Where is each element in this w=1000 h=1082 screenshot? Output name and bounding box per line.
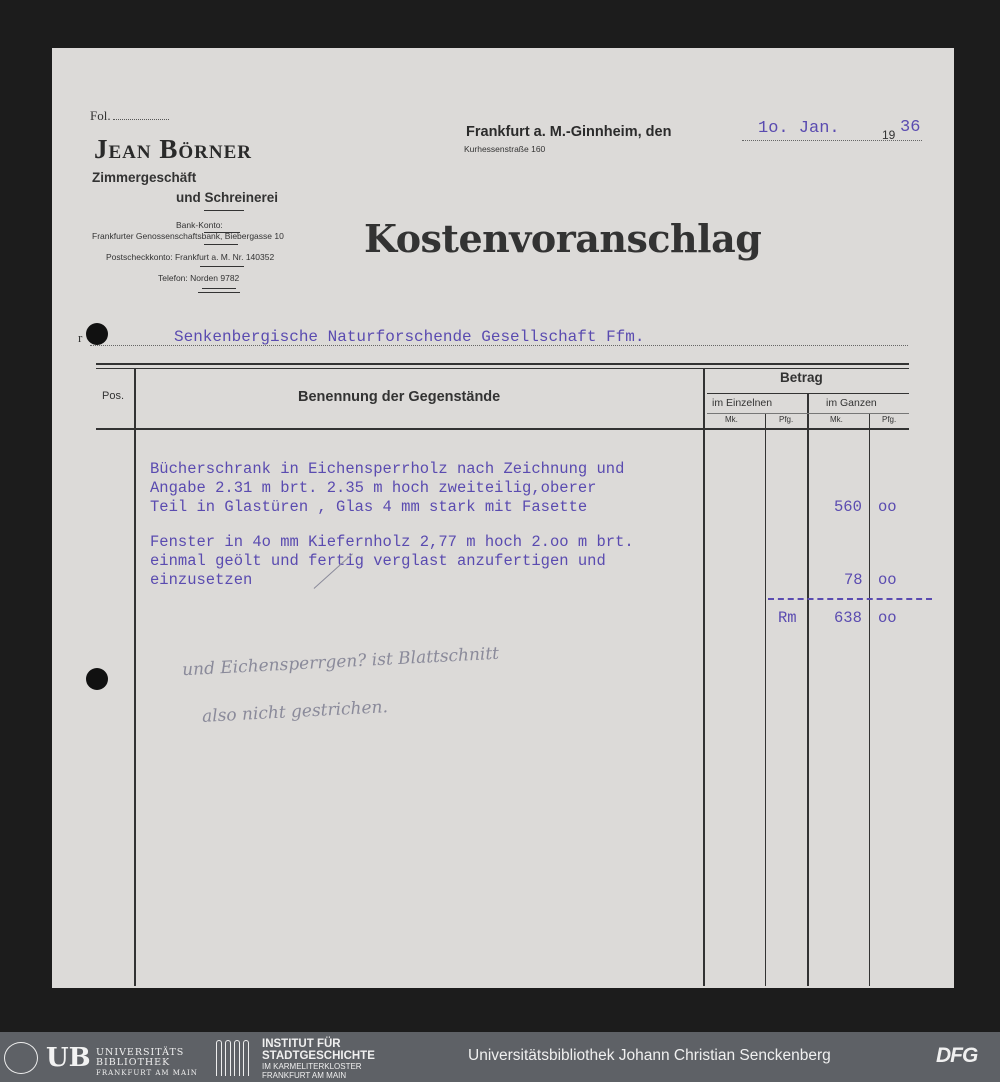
total-separator — [768, 598, 932, 600]
pencil-note-2: also nicht gestrichen. — [201, 697, 389, 727]
bank-info: Frankfurter Genossenschaftsbank, Biebergasse 10 — [92, 231, 284, 241]
item-1-line-3: Teil in Glastüren , Glas 4 mm stark mit Fasette — [150, 498, 588, 516]
recipient-prefix: r — [78, 330, 83, 345]
ganzen-header: im Ganzen — [826, 397, 877, 409]
document-title: Kostenvoranschlag — [364, 216, 762, 261]
underline — [202, 288, 236, 289]
item-2-pfg: oo — [878, 571, 897, 589]
year-prefix: 19 — [882, 128, 896, 142]
bank-label: Bank-Konto: — [176, 220, 223, 230]
company-subtitle-1: Zimmergeschäft — [92, 170, 197, 185]
total-currency: Rm — [778, 609, 797, 627]
mk-header-1: Mk. — [725, 415, 738, 424]
punch-hole-top — [86, 323, 108, 345]
underline — [204, 210, 244, 211]
date-value: 1o. Jan. — [758, 119, 840, 138]
mk-header-2: Mk. — [830, 415, 843, 424]
year-suffix: 36 — [900, 118, 921, 137]
document-sheet — [52, 48, 954, 988]
pfg1-column-rule — [765, 413, 766, 986]
footer-library-name: Universitätsbibliothek Johann Christian Senckenberg — [468, 1047, 831, 1064]
ub-logo-icon: UB — [46, 1043, 91, 1073]
pfg-header-1: Pfg. — [779, 415, 794, 424]
item-2-line-3: einzusetzen — [150, 571, 253, 589]
item-2-line-1: Fenster in 4o mm Kiefernholz 2,77 m hoch 2.oo m brt. — [150, 533, 634, 551]
recipient-name: Senkenbergische Naturforschende Gesellschaft Ffm. — [174, 328, 645, 346]
underline — [198, 292, 240, 293]
einzelnen-header: im Einzelnen — [712, 397, 773, 409]
unit-header-rule — [707, 413, 909, 414]
table-top-rule-thin — [96, 368, 909, 369]
pos-column-rule — [134, 368, 136, 986]
fol-label: Fol. — [90, 108, 169, 124]
dfg-logo-icon: DFG — [936, 1044, 978, 1067]
ub-text: UNIVERSITÄTS BIBLIOTHEK FRANKFURT AM MAIN — [96, 1047, 198, 1077]
company-name: Jean Börner — [94, 134, 252, 164]
betrag-column-rule — [703, 368, 705, 986]
punch-hole-bottom — [86, 668, 108, 690]
telefon-info: Telefon: Norden 9782 — [158, 273, 240, 283]
item-1-line-1: Bücherschrank in Eichensperrholz nach Zeichnung und — [150, 460, 625, 478]
underline — [204, 244, 238, 245]
seal-icon — [4, 1042, 38, 1074]
pos-header: Pos. — [102, 390, 125, 402]
table-top-rule — [96, 363, 909, 365]
pfg2-column-rule — [869, 413, 870, 986]
benennung-header: Benennung der Gegenstände — [298, 389, 501, 405]
place-label: Frankfurt a. M.-Ginnheim, den — [466, 124, 672, 140]
underline — [200, 266, 244, 267]
ganzen-column-rule — [807, 393, 809, 986]
item-1-mk: 560 — [834, 498, 862, 516]
item-2-mk: 78 — [844, 571, 863, 589]
header-bottom-rule — [96, 428, 909, 430]
company-subtitle-2: und Schreinerei — [176, 190, 279, 205]
pencil-note-1: und Eichensperrgen? ist Blattschnitt — [181, 643, 500, 681]
pfg-header-2: Pfg. — [882, 415, 897, 424]
total-mk: 638 — [834, 609, 862, 627]
item-2-line-2: einmal geölt und fertig verglast anzufertigen und — [150, 552, 606, 570]
betrag-header: Betrag — [780, 370, 823, 385]
item-1-line-2: Angabe 2.31 m brt. 2.35 m hoch zweiteilig,oberer — [150, 479, 597, 497]
postscheck-info: Postscheckkonto: Frankfurt a. M. Nr. 140352 — [106, 252, 275, 262]
item-1-pfg: oo — [878, 498, 897, 516]
footer-bar — [0, 1032, 1000, 1082]
isg-logo-icon — [214, 1040, 252, 1076]
street-info: Kurhessenstraße 160 — [464, 144, 546, 154]
total-pfg: oo — [878, 609, 897, 627]
isg-text: INSTITUT FÜR STADTGESCHICHTE IM KARMELITERKLOSTER FRANKFURT AM MAIN — [262, 1038, 375, 1080]
